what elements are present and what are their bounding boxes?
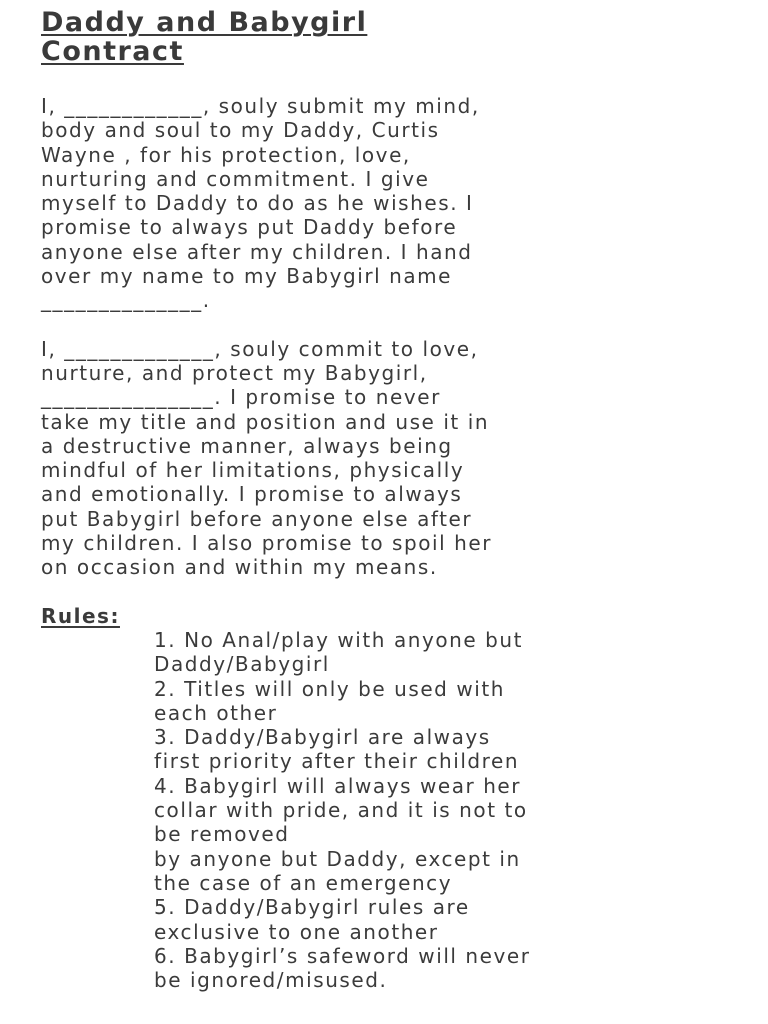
document-title: Daddy and Babygirl Contract [41,7,368,67]
rules-heading: Rules: [41,603,120,628]
babygirl-submission-paragraph: I, ____________, souly submit my mind, body and soul to my Daddy, Curtis Wayne , for his protection, love, nurturing and commitment. I give myself to Daddy to do as he wishes. I promise to always put Daddy before anyone else after my children. I hand over my name to my Babygirl name ______________. [41,94,480,313]
rule-item-6: 6. Babygirl’s safeword will never be ignored/misused. [154,943,531,993]
contract-document [41,8,741,992]
rule-item-2: 2. Titles will only be used with each other [154,676,505,725]
rule-item-5: 5. Daddy/Babygirl rules are exclusive to one another [154,895,470,944]
rule-item-1: 1. No Anal/play with anyone but Daddy/Babygirl [154,627,523,677]
daddy-commitment-paragraph: I, _____________, souly commit to love, nurture, and protect my Babygirl, _______________. I promise to never take my title and position and use it in a destructive manner, always being mindful of her limitations, physically and emotionally. I promise to always put Babygirl before anyone else after my children. I also promise to spoil her on occasion and within my means. [41,336,493,580]
rule-item-4: 4. Babygirl will always wear her collar with pride, and it is not to be removed by anyone but Daddy, except in the case of an emergency [154,773,528,895]
rule-item-3: 3. Daddy/Babygirl are always first priority after their children [154,725,520,774]
rules-list [41,628,741,992]
